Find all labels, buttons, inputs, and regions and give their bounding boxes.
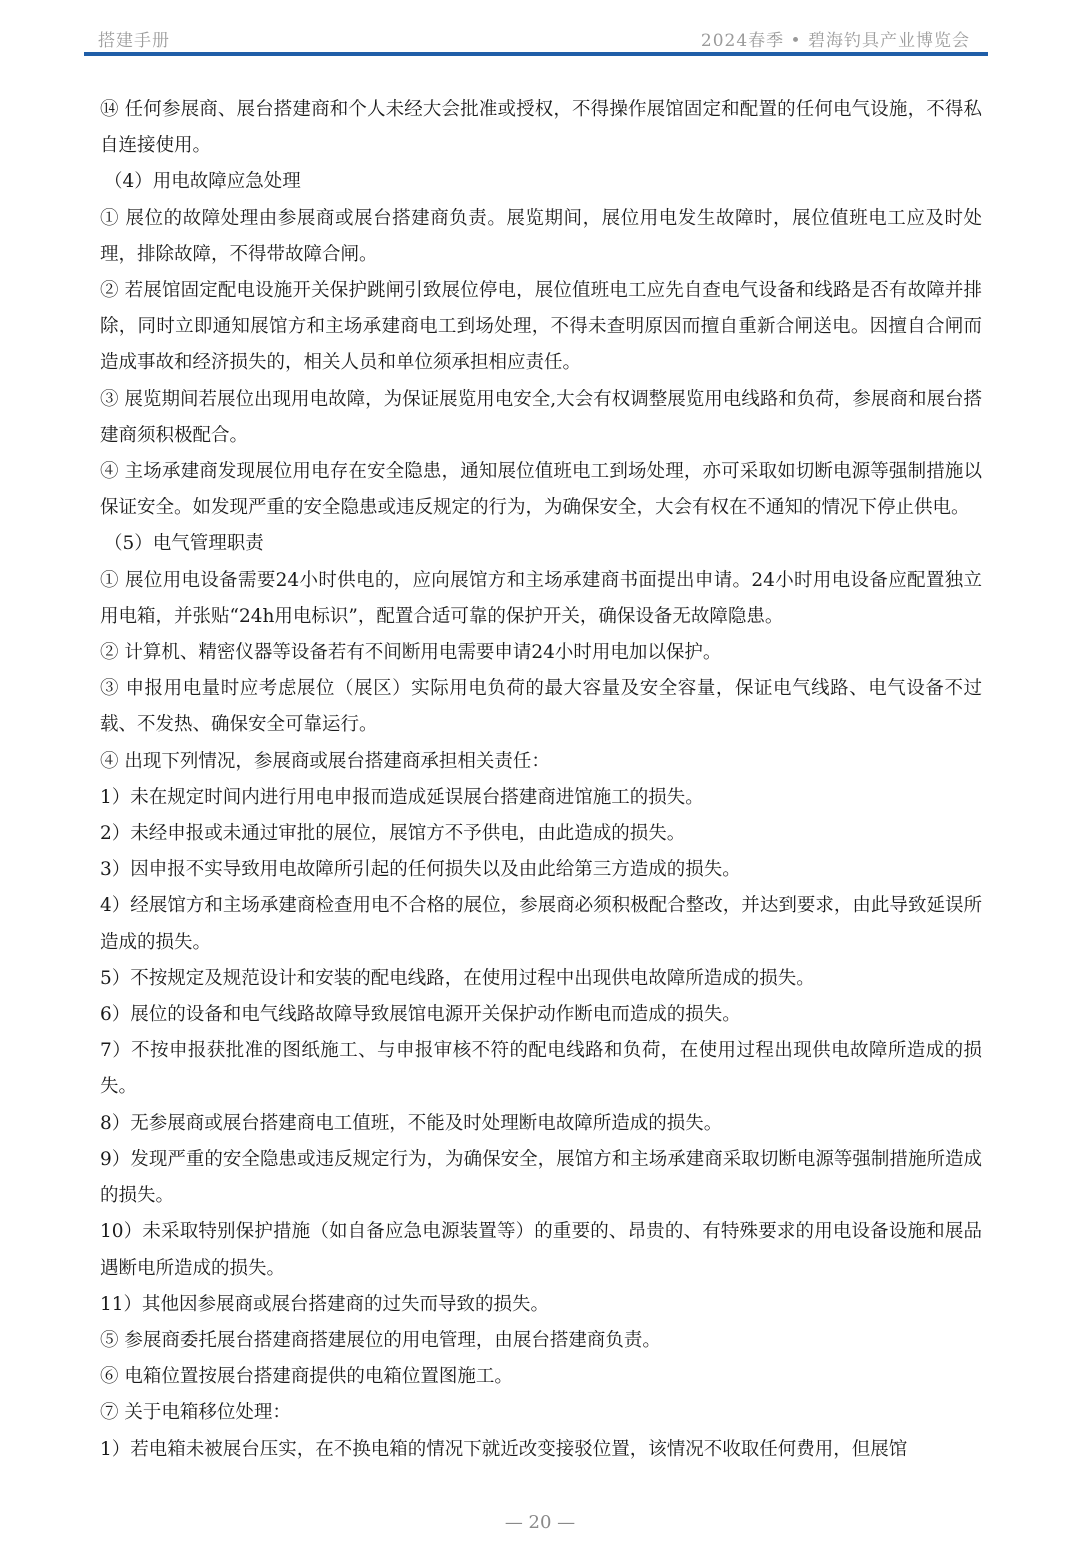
list-item: 7）不按申报获批准的图纸施工、与申报审核不符的配电线路和负荷，在使用过程出现供电故障所造成的损失。 bbox=[100, 1040, 982, 1098]
list-item: 1）若电箱未被展台压实，在不换电箱的情况下就近改变接驳位置，该情况不收取任何费用，但展馆 bbox=[100, 1438, 908, 1460]
list-item: 11）其他因参展商或展台搭建商的过失而导致的损失。 bbox=[100, 1293, 550, 1315]
section-heading: （4）用电故障应急处理 bbox=[104, 171, 301, 193]
page-header bbox=[84, 22, 988, 52]
paragraph: ① 展位用电设备需要24小时供电的，应向展馆方和主场承建商书面提出申请。24小时用电设备应配置独立用电箱，并张贴“24h用电标识”，配置合适可靠的保护开关，确保设备无故障隐患。 bbox=[100, 569, 982, 627]
section-heading: （5）电气管理职责 bbox=[104, 533, 264, 555]
list-item: 4）经展馆方和主场承建商检查用电不合格的展位，参展商必须积极配合整改，并达到要求，由此导致延误所造成的损失。 bbox=[100, 895, 982, 953]
document-body bbox=[100, 92, 982, 1468]
paragraph: ③ 申报用电量时应考虑展位（展区）实际用电负荷的最大容量及安全容量，保证电气线路、电气设备不过载、不发热、确保安全可靠运行。 bbox=[100, 678, 982, 736]
paragraph: ⑤ 参展商委托展台搭建商搭建展位的用电管理，由展台搭建商负责。 bbox=[100, 1329, 661, 1351]
list-item: 1）未在规定时间内进行用电申报而造成延误展台搭建商进馆施工的损失。 bbox=[100, 786, 704, 808]
paragraph: ④ 主场承建商发现展位用电存在安全隐患，通知展位值班电工到场处理，亦可采取如切断电源等强制措施以保证安全。如发现严重的安全隐患或违反规定的行为，为确保安全，大会有权在不通知的情况下停止供电。 bbox=[100, 461, 982, 519]
list-item: 6）展位的设备和电气线路故障导致展馆电源开关保护动作断电而造成的损失。 bbox=[100, 1004, 741, 1026]
paragraph: ⑥ 电箱位置按展台搭建商提供的电箱位置图施工。 bbox=[100, 1366, 513, 1388]
paragraph: ② 计算机、精密仪器等设备若有不间断用电需要申请24小时用电加以保护。 bbox=[100, 642, 722, 664]
paragraph: ③ 展览期间若展位出现用电故障，为保证展览用电安全,大会有权调整展览用电线路和负荷，参展商和展台搭建商须积极配合。 bbox=[100, 388, 982, 446]
header-rule bbox=[84, 52, 988, 56]
list-item: 9）发现严重的安全隐患或违反规定行为，为确保安全，展馆方和主场承建商采取切断电源等强制措施所造成的损失。 bbox=[100, 1148, 982, 1207]
paragraph: ① 展位的故障处理由参展商或展台搭建商负责。展览期间，展位用电发生故障时，展位值班电工应及时处理，排除故障，不得带故障合闸。 bbox=[100, 207, 982, 265]
list-item: 3）因申报不实导致用电故障所引起的任何损失以及由此给第三方造成的损失。 bbox=[100, 859, 741, 881]
paragraph: ④ 出现下列情况，参展商或展台搭建商承担相关责任： bbox=[100, 750, 550, 772]
paragraph: ⑦ 关于电箱移位处理： bbox=[100, 1402, 291, 1424]
header-left-title: 搭建手册 bbox=[98, 31, 170, 51]
list-item: 5）不按规定及规范设计和安装的配电线路，在使用过程中出现供电故障所造成的损失。 bbox=[100, 967, 815, 989]
list-item: 10）未采取特别保护措施（如自备应急电源装置等）的重要的、昂贵的、有特殊要求的用电设备设施和展品遇断电所造成的损失。 bbox=[100, 1221, 982, 1279]
list-item: 8）无参展商或展台搭建商电工值班，不能及时处理断电故障所造成的损失。 bbox=[100, 1112, 723, 1134]
paragraph: ⑭ 任何参展商、展台搭建商和个人未经大会批准或授权，不得操作展馆固定和配置的任何电气设施，不得私自连接使用。 bbox=[100, 99, 982, 157]
list-item: 2）未经申报或未通过审批的展位，展馆方不予供电，由此造成的损失。 bbox=[100, 823, 686, 845]
paragraph: ② 若展馆固定配电设施开关保护跳闸引致展位停电，展位值班电工应先自查电气设备和线路是否有故障并排除，同时立即通知展馆方和主场承建商电工到场处理，不得未查明原因而擅自重新合闸送电。因擅自合闸而造成事故和经济损失的，相关人员和单位须承担相应责任。 bbox=[100, 280, 982, 374]
header-right-title: 2024春季 • 碧海钓具产业博览会 bbox=[700, 31, 970, 51]
page-number: — 20 — bbox=[504, 1512, 576, 1533]
